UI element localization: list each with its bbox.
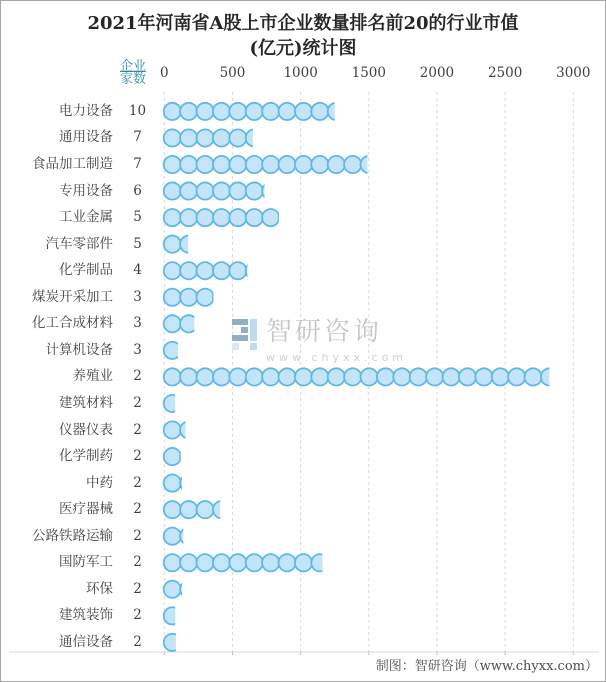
company-count-value: 2 <box>133 394 142 411</box>
category-label: 电力设备 <box>59 102 113 119</box>
bar-bubble-chain <box>164 448 198 465</box>
bar-bubble-chain <box>164 289 230 306</box>
company-count-value: 3 <box>133 315 142 332</box>
company-count-value: 2 <box>133 554 142 571</box>
category-label: 国防军工 <box>59 554 113 571</box>
category-label: 医疗器械 <box>59 501 113 518</box>
category-label: 建筑材料 <box>59 394 113 411</box>
category-label: 通用设备 <box>59 129 113 146</box>
chart-title-line1: 2021年河南省A股上市企业数量排名前20的行业市值 <box>87 13 519 34</box>
x-axis-tick-label: 0 <box>160 65 169 81</box>
watermark <box>232 317 407 364</box>
category-label: 公路铁路运输 <box>32 527 113 544</box>
bar-bubble-chain <box>164 368 558 385</box>
bar-bubble-chain <box>164 554 329 571</box>
bar-bubble-chain <box>164 501 230 518</box>
company-count-value: 2 <box>133 448 142 465</box>
footer-credit: 制图：智研咨询（www.chyxx.com） <box>375 659 598 674</box>
bar-bubble-chain <box>164 342 181 359</box>
company-count-header-line1: 企业 <box>119 59 146 74</box>
category-label: 汽车零部件 <box>45 235 113 252</box>
company-count-value: 6 <box>133 182 142 199</box>
category-label: 养殖业 <box>72 368 113 385</box>
company-count-value: 2 <box>133 368 142 385</box>
company-count-value: 3 <box>133 288 142 305</box>
category-label: 煤炭开采加工 <box>32 288 113 305</box>
chart-title-line2: (亿元)统计图 <box>249 38 357 59</box>
category-label: 化工合成材料 <box>32 315 113 332</box>
bar-bubble-chain <box>164 607 181 624</box>
x-axis-tick-label: 3000 <box>556 65 591 81</box>
company-count-value: 7 <box>133 156 142 172</box>
company-count-value: 2 <box>133 421 142 438</box>
company-count-value: 2 <box>133 633 142 650</box>
bar-bubble-chain <box>164 395 181 412</box>
category-label: 计算机设备 <box>45 341 113 358</box>
bar-bubble-chain <box>164 182 280 199</box>
company-count-value: 4 <box>133 262 142 279</box>
bar-bubble-chain <box>164 156 378 173</box>
watermark-brand: 智研咨询 <box>266 317 383 347</box>
x-axis-tick-label: 2000 <box>419 65 455 81</box>
category-label: 仪器仪表 <box>59 421 113 438</box>
company-count-value: 7 <box>133 129 142 146</box>
zhiyan-logo-icon <box>232 319 259 350</box>
company-count-value: 5 <box>133 209 142 226</box>
category-label: 工业金属 <box>59 209 113 226</box>
category-label: 化学制药 <box>59 448 113 465</box>
company-count-value: 3 <box>133 341 142 358</box>
bar-bubble-chain <box>164 129 263 146</box>
company-count-value: 2 <box>133 501 142 518</box>
company-count-value: 2 <box>133 474 142 491</box>
watermark-url: www.chyxx.com <box>266 351 408 364</box>
company-count-value: 2 <box>133 607 142 624</box>
company-count-value: 10 <box>128 102 147 119</box>
bar-bubble-chain <box>164 103 345 120</box>
company-count-header-line2: 家数 <box>119 71 146 87</box>
bar-bubble-chain <box>164 421 198 438</box>
bar-bubble-chain <box>164 262 263 279</box>
category-label: 通信设备 <box>59 633 113 650</box>
category-label: 食品加工制造 <box>32 156 113 172</box>
bar-bubble-chain <box>164 236 198 253</box>
bar-bubble-chain <box>164 475 198 492</box>
company-count-value: 5 <box>133 235 142 252</box>
bar-bubble-chain <box>164 209 296 226</box>
x-axis-tick-label: 2500 <box>487 65 523 81</box>
bar-bubble-chain <box>164 315 198 332</box>
x-axis-tick-label: 500 <box>219 65 246 81</box>
x-axis-tick-label: 1500 <box>351 65 386 81</box>
category-label: 中药 <box>86 474 113 491</box>
category-label: 化学制品 <box>59 262 113 279</box>
x-axis-tick-label: 1000 <box>283 65 318 81</box>
company-count-value: 2 <box>133 527 142 544</box>
bar-bubble-chain <box>164 634 181 651</box>
category-label: 环保 <box>86 580 113 597</box>
company-count-value: 2 <box>133 580 142 597</box>
category-label: 专用设备 <box>59 182 113 199</box>
category-label: 建筑装饰 <box>59 607 113 624</box>
bar-bubble-chain <box>164 528 198 545</box>
bar-bubble-chain <box>164 581 198 598</box>
